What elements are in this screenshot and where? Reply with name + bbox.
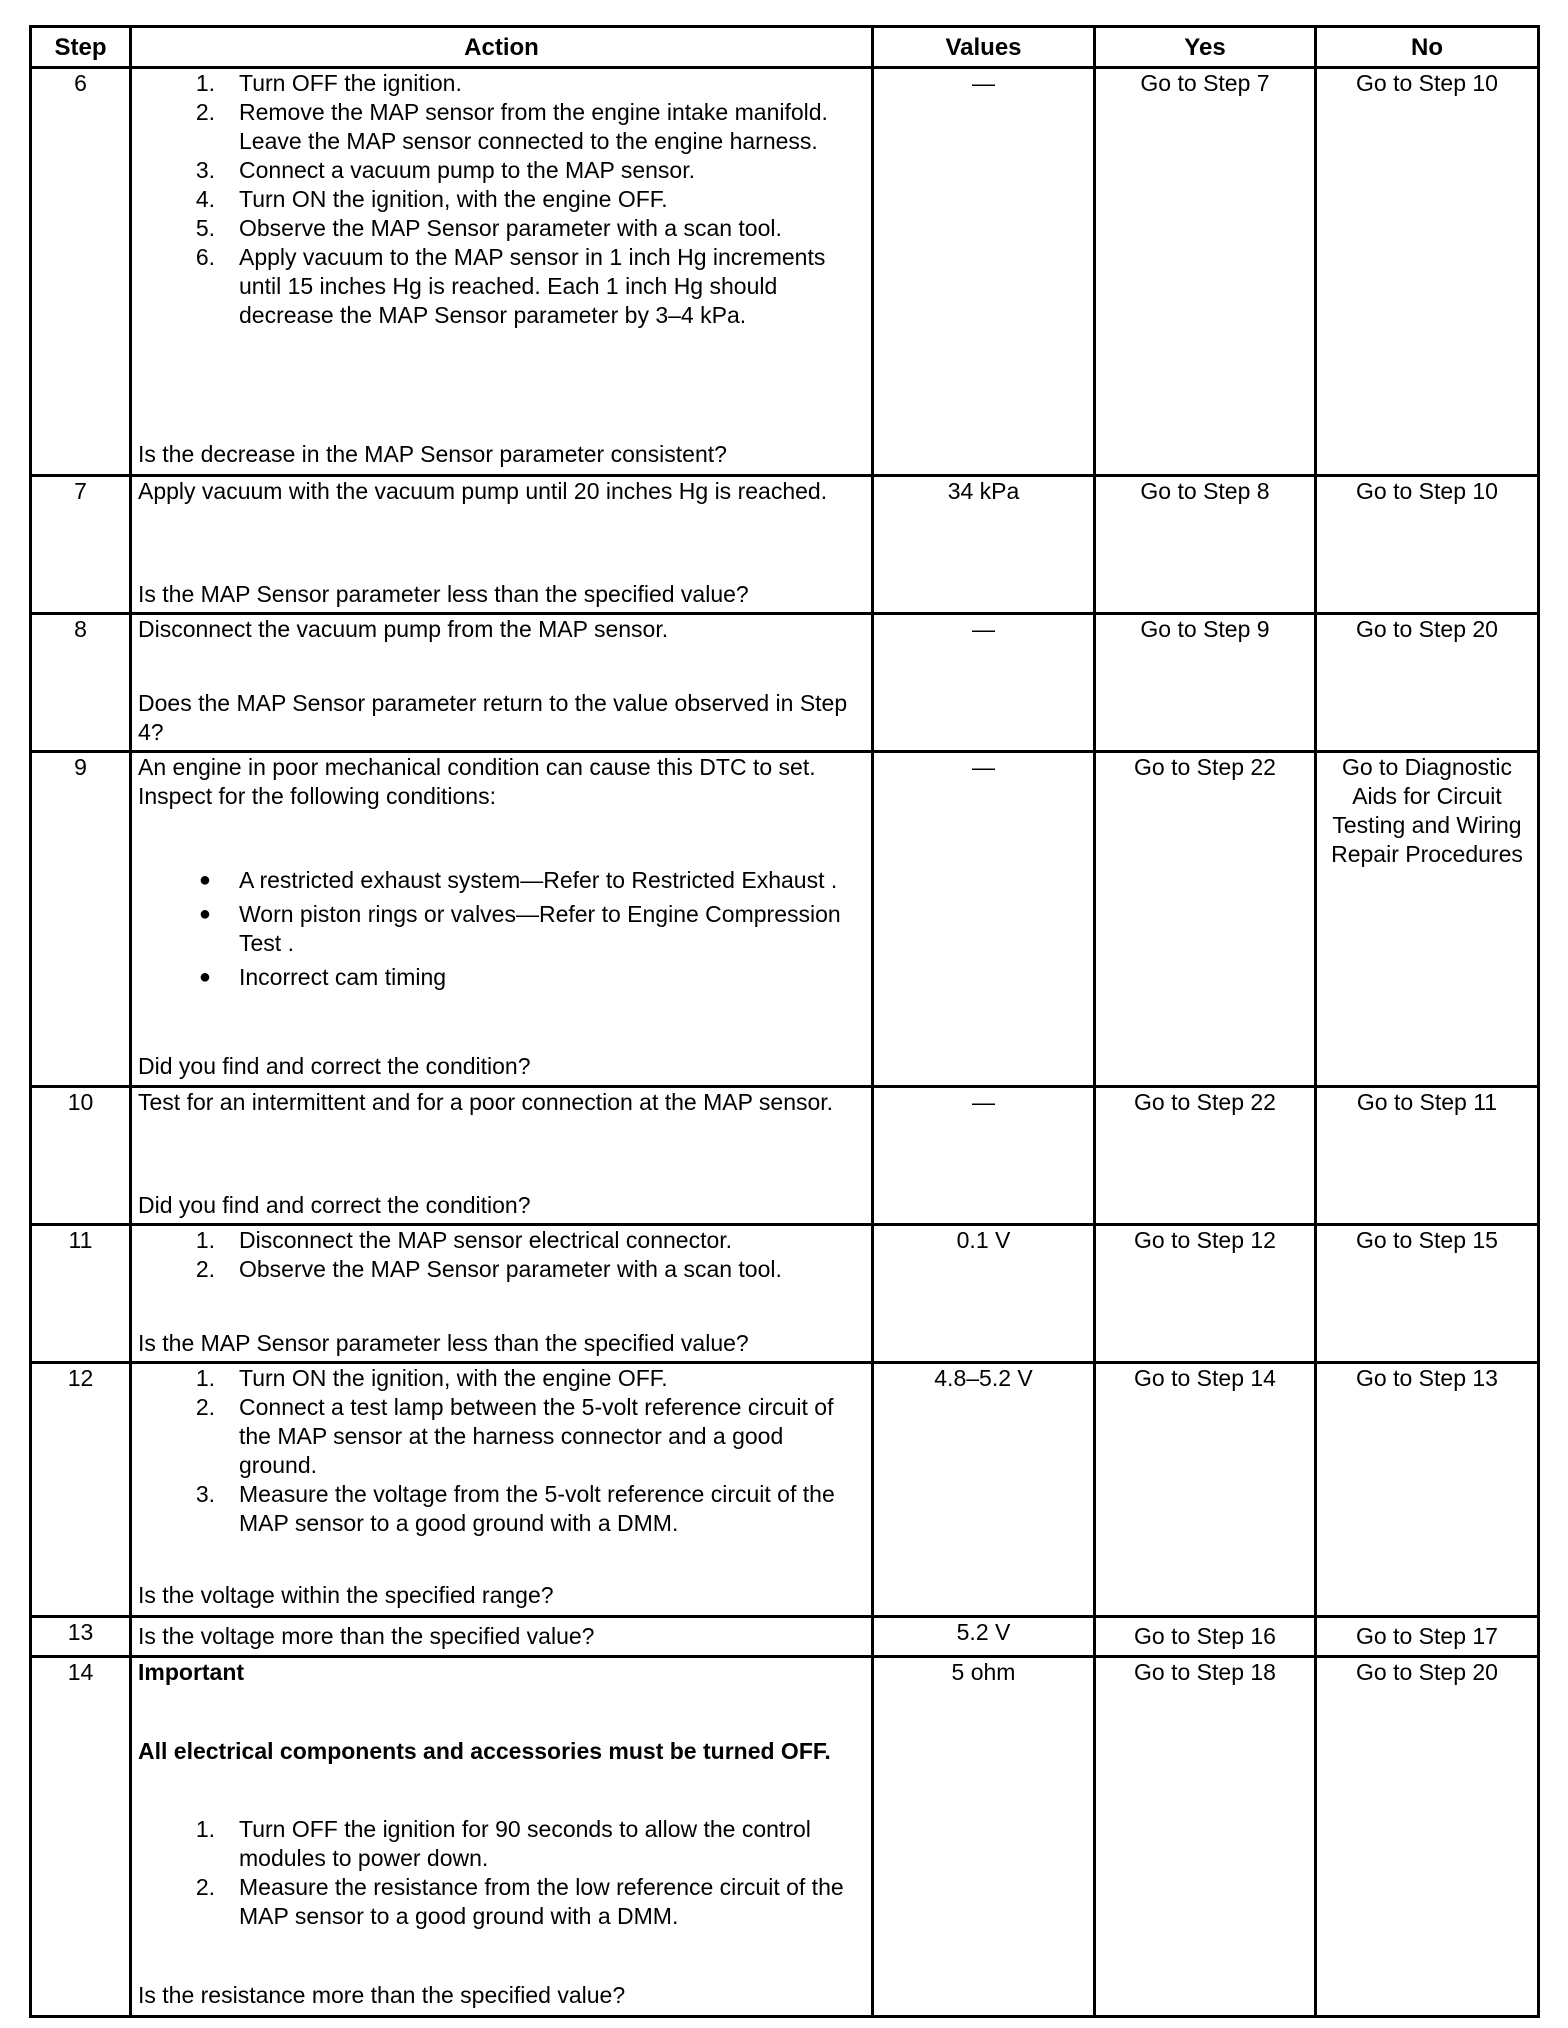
yes-link[interactable]: Go to Step 14 — [1095, 1363, 1316, 1617]
question-text: Does the MAP Sensor parameter return to the value observed in Step 4? — [138, 690, 848, 745]
action-cell — [131, 1617, 873, 1657]
no-link[interactable]: Go to Step 17 — [1316, 1617, 1539, 1657]
important-note: All electrical components and accessories must be turned OFF. — [138, 1737, 831, 1764]
instruction-list — [138, 1364, 865, 1538]
yes-link[interactable]: Go to Step 22 — [1095, 752, 1316, 1087]
table-row — [31, 1363, 1539, 1617]
no-link[interactable]: Go to Diagnostic Aids for Circuit Testing and Wiring Repair Procedures — [1316, 752, 1539, 1087]
question-text: Is the voltage more than the specified value? — [138, 1623, 595, 1649]
yes-link[interactable]: Go to Step 18 — [1095, 1657, 1316, 2017]
table-row — [31, 476, 1539, 614]
list-item: ● Incorrect cam timing — [198, 964, 447, 990]
question-text: Did you find and correct the condition? — [138, 1192, 531, 1218]
list-item: 2. Observe the MAP Sensor parameter with a scan tool. — [195, 1256, 782, 1282]
value-cell: — — [873, 68, 1095, 476]
value-cell: 34 kPa — [873, 476, 1095, 614]
no-link[interactable]: Go to Step 10 — [1316, 476, 1539, 614]
value-cell: — — [873, 752, 1095, 1087]
value-cell: — — [873, 1087, 1095, 1225]
action-cell — [131, 476, 873, 614]
instruction-list — [138, 1226, 865, 1284]
no-link[interactable]: Go to Step 15 — [1316, 1225, 1539, 1363]
list-item: 1. Disconnect the MAP sensor electrical connector. — [195, 1227, 733, 1253]
no-link[interactable]: Go to Step 20 — [1316, 1657, 1539, 2017]
table-row — [31, 752, 1539, 1087]
action-cell — [131, 1363, 873, 1617]
yes-link[interactable]: Go to Step 9 — [1095, 614, 1316, 752]
step-number: 13 — [31, 1617, 131, 1657]
step-number: 11 — [31, 1225, 131, 1363]
step-number: 9 — [31, 752, 131, 1087]
value-cell: 4.8–5.2 V — [873, 1363, 1095, 1617]
list-item: 6. Apply vacuum to the MAP sensor in 1 inch Hg increments until 15 inches Hg is reached. Each 1 inch Hg should decrease the MAP Sensor parameter by 3–4 kPa. — [195, 244, 826, 328]
question-text: Is the decrease in the MAP Sensor parameter consistent? — [138, 441, 727, 467]
table-row — [31, 614, 1539, 752]
list-item: 2. Remove the MAP sensor from the engine intake manifold. Leave the MAP sensor connected to the engine harness. — [195, 99, 828, 154]
step-number: 7 — [31, 476, 131, 614]
instruction-list — [138, 1815, 865, 1931]
step-number: 6 — [31, 68, 131, 476]
important-label: Important — [138, 1659, 245, 1685]
question-text: Is the voltage within the specified range? — [138, 1582, 554, 1608]
list-item: ● Worn piston rings or valves—Refer to Engine Compression Test . — [198, 901, 841, 956]
list-item: 1. Turn ON the ignition, with the engine OFF. — [195, 1365, 668, 1391]
list-item: 3. Connect a vacuum pump to the MAP sensor. — [195, 157, 695, 183]
instruction-list — [138, 69, 865, 330]
action-cell — [131, 68, 873, 476]
table-row — [31, 68, 1539, 476]
header-values: Values — [873, 27, 1095, 68]
value-cell: 0.1 V — [873, 1225, 1095, 1363]
yes-link[interactable]: Go to Step 22 — [1095, 1087, 1316, 1225]
value-cell: 5.2 V — [873, 1617, 1095, 1657]
no-link[interactable]: Go to Step 11 — [1316, 1087, 1539, 1225]
question-text: Is the MAP Sensor parameter less than the specified value? — [138, 1330, 749, 1356]
action-cell — [131, 1087, 873, 1225]
question-text: Is the resistance more than the specified value? — [138, 1981, 626, 2008]
yes-link[interactable]: Go to Step 8 — [1095, 476, 1316, 614]
list-item: ● A restricted exhaust system—Refer to Restricted Exhaust . — [198, 867, 838, 893]
list-item: 1. Turn OFF the ignition. — [195, 70, 462, 96]
table-row — [31, 1087, 1539, 1225]
list-item: 4. Turn ON the ignition, with the engine OFF. — [195, 186, 668, 212]
table-row — [31, 1617, 1539, 1657]
action-cell — [131, 1657, 873, 2017]
no-link[interactable]: Go to Step 20 — [1316, 614, 1539, 752]
yes-link[interactable]: Go to Step 16 — [1095, 1617, 1316, 1657]
question-text: Is the MAP Sensor parameter less than the specified value? — [138, 581, 749, 607]
header-step: Step — [31, 27, 131, 68]
action-cell — [131, 614, 873, 752]
yes-link[interactable]: Go to Step 12 — [1095, 1225, 1316, 1363]
step-number: 10 — [31, 1087, 131, 1225]
header-action: Action — [131, 27, 873, 68]
header-yes: Yes — [1095, 27, 1316, 68]
action-text: Test for an intermittent and for a poor connection at the MAP sensor. — [138, 1089, 834, 1115]
question-text: Did you find and correct the condition? — [138, 1053, 531, 1079]
header-no: No — [1316, 27, 1539, 68]
header-row — [31, 27, 1539, 68]
list-item: 3. Measure the voltage from the 5-volt reference circuit of the MAP sensor to a good ground with a DMM. — [195, 1481, 835, 1536]
action-cell — [131, 1225, 873, 1363]
no-link[interactable]: Go to Step 10 — [1316, 68, 1539, 476]
value-cell: 5 ohm — [873, 1657, 1095, 2017]
list-item: 5. Observe the MAP Sensor parameter with a scan tool. — [195, 215, 782, 241]
step-number: 12 — [31, 1363, 131, 1617]
action-text: Disconnect the vacuum pump from the MAP sensor. — [138, 616, 669, 642]
table-row — [31, 1225, 1539, 1363]
step-number: 8 — [31, 614, 131, 752]
condition-list — [138, 866, 865, 997]
step-number: 14 — [31, 1657, 131, 2017]
action-text: An engine in poor mechanical condition can cause this DTC to set. Inspect for the following conditions: — [138, 754, 816, 809]
table-row — [31, 1657, 1539, 2017]
no-link[interactable]: Go to Step 13 — [1316, 1363, 1539, 1617]
list-item: 1. Turn OFF the ignition for 90 seconds to allow the control modules to power down. — [195, 1816, 811, 1872]
list-item: 2. Measure the resistance from the low reference circuit of the MAP sensor to a good ground with a DMM. — [195, 1874, 844, 1930]
action-text: Apply vacuum with the vacuum pump until 20 inches Hg is reached. — [138, 478, 828, 504]
value-cell: — — [873, 614, 1095, 752]
action-cell — [131, 752, 873, 1087]
yes-link[interactable]: Go to Step 7 — [1095, 68, 1316, 476]
diagnostic-table — [29, 25, 1540, 2018]
list-item: 2. Connect a test lamp between the 5-volt reference circuit of the MAP sensor at the harness connector and a good ground. — [195, 1394, 834, 1478]
